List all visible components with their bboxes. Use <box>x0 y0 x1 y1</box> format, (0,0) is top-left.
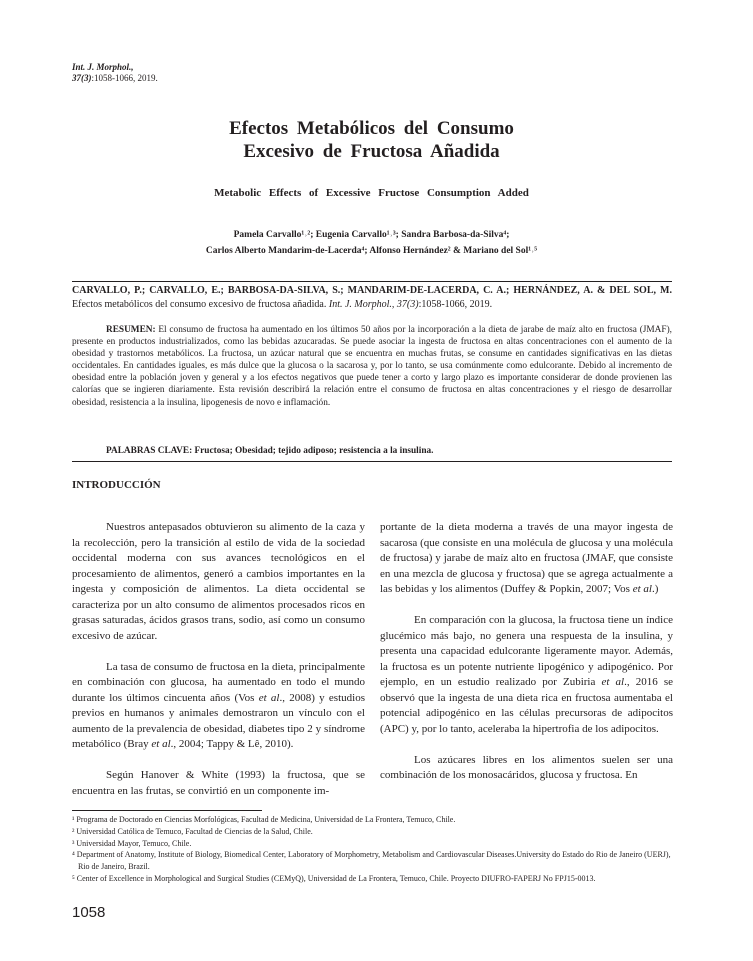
divider-top <box>72 281 672 282</box>
text-run-italic: et al <box>151 738 171 750</box>
text-run: ., 2004; Tappy & Lê, 2010). <box>170 738 294 750</box>
journal-pages: :1058-1066, 2019. <box>91 73 158 83</box>
paper-title <box>0 117 743 163</box>
footnotes <box>72 814 672 885</box>
abstract-text: El consumo de fructosa ha aumentado en los últimos 50 años por la incorporación a la dieta de jarabe de maíz alto en fructosa (JMAF), presente en productos industrializados, como las bebidas azucaradas. Se puede asociar la ingesta de fructosa en altas concentraciones con el aumento de la obesidad y trastornos metabólicos. La fructosa, un azúcar natural que se encuentra en muchas frutas, se consume en cantidades significativas en las dietas occidentales. En cantidades iguales, es más dulce que la glucosa o la sacarosa y, por lo tanto, se usa comúnmente como edulcorante. Debido al incremento de obesidad entre la población joven y general y a los efectos negativos que puede tener a corto y largo plazo es importante considerar de donde provienen las calorías que se ingieren diariamente. Esta revisión describirá la relación entre el consumo de fructosa en altas concentraciones y el riesgo de desarrollar obesidad, resistencia a la insulina, lipogenesis de novo e inflamación. <box>72 325 672 408</box>
author-list <box>0 227 743 259</box>
footnote: ² Universidad Católica de Temuco, Facultad de Ciencias de la Salud, Chile. <box>72 826 313 836</box>
paragraph <box>380 613 673 737</box>
citation-journal: Int. J. Morphol., 37(3) <box>328 299 419 310</box>
authors-line-2: Carlos Alberto Mandarim-de-Lacerda⁴; Alfonso Hernández² & Mariano del Sol¹˒⁵ <box>205 246 538 256</box>
footnote: ⁴ Department of Anatomy, Institute of Biology, Biomedical Center, Laboratory of Morphometry, Metabolism and Cardiovascular Diseases.University do Estado do Rio de Janeiro (UERJ), Rio de Janeiro, Brazil. <box>72 850 671 872</box>
paragraph: Según Hanover & White (1993) la fructosa, que se encuentra en las frutas, se convirtió en un componente im- <box>72 769 365 797</box>
citation-pages: :1058-1066, 2019. <box>418 299 493 310</box>
text-run: La tasa de consumo de fructosa en la dieta, principalmente en combinación con glucosa, ha aumentado en todo el mundo durante los últimos cincuenta años (Vos <box>72 660 365 704</box>
journal-name: Int. J. Morphol., <box>72 62 134 72</box>
footnote: ³ Universidad Mayor, Temuco, Chile. <box>72 838 192 848</box>
abstract-label: RESUMEN: <box>106 325 156 335</box>
keywords: PALABRAS CLAVE: Fructosa; Obesidad; tejido adiposo; resistencia a la insulina. <box>106 446 434 456</box>
page-number: 1058 <box>72 904 106 921</box>
title-line-2: Excesivo de Fructosa Añadida <box>243 141 500 162</box>
paragraph: Los azúcares libres en los alimentos suelen ser una combinación de los monosacáridos, glucosa y fructosa. En <box>380 753 673 781</box>
journal-volume: 37(3) <box>72 73 92 83</box>
footnote: ⁵ Center of Excellence in Morphological and Surgical Studies (CEMyQ), Universidad de La Frontera, Temuco, Chile. Proyecto DIUFRO-FAPERJ No FPJ15-0013. <box>72 873 596 883</box>
section-heading: INTRODUCCIÓN <box>72 479 161 491</box>
citation-block <box>72 284 672 312</box>
text-run: .) <box>651 583 659 595</box>
journal-reference <box>72 62 158 84</box>
text-run-italic: et al <box>632 583 652 595</box>
text-run: ., 2016 se observó que la ingesta de una dieta rica en fructosa aumentaba el potencial adipogénico en las células precursoras de adipocitos (APC) y, por lo tanto, aceleraba la hipertrofia de los adipocitos. <box>380 676 673 735</box>
title-line-1: Efectos Metabólicos del Consumo <box>229 118 514 139</box>
text-run: En comparación con la glucosa, la fructosa tiene un índice glucémico más bajo, no genera una respuesta de la insulina, y presenta una capacidad edulcorante ligeramente mayor. Además, la fructosa es un potente nutriente lipogénico y adipogénico. Por ejemplo, en un estudio realizado por Zubiria <box>380 614 673 688</box>
abstract <box>72 324 672 409</box>
footnote: ¹ Programa de Doctorado en Ciencias Morfológicas, Facultad de Medicina, Universidad de La Frontera, Temuco, Chile. <box>72 815 456 824</box>
paragraph <box>380 520 673 598</box>
text-run: ., 2008) y estudios previos en humanos y animales demostraron un vínculo con el aumento de la prevalencia de obesidad, diabetes tipo 2 y síndrome metabólico (Bray <box>72 691 365 750</box>
citation-authors: CARVALLO, P.; CARVALLO, E.; BARBOSA-DA-SILVA, S.; MANDARIM-DE-LACERDA, C. A.; HERNÁNDEZ, A. & DEL SOL, M. <box>72 285 672 296</box>
text-run-italic: et al <box>601 676 625 688</box>
citation-text: Efectos metabólicos del consumo excesivo de fructosa añadida. <box>72 299 329 310</box>
paragraph <box>72 660 365 753</box>
footnote-divider <box>72 810 262 811</box>
left-column <box>72 520 365 799</box>
paragraph: Nuestros antepasados obtuvieron su alimento de la caza y la recolección, pero la transición al estilo de vida de la sociedad occidental moderna con sus avances tecnológicos en el procesamiento de alimentos, generó a cambios importantes en la ingesta y composición de alimentos. La dieta occidental se caracteriza por un alto consumo de alimentos procesados ricos en grasas saturadas, ácidos grasos trans, sodio, así como un consumo excesivo de azúcar. <box>72 521 365 642</box>
text-run: portante de la dieta moderna a través de una mayor ingesta de sacarosa (que consiste en una molécula de glucosa y una molécula de fructosa) y jarabe de maíz alto en fructosa (JMAF, que consiste en una mezcla de glucosa y fructosa) que se agrega actualmente a las bebidas y los alimentos (Duffey & Popkin, 2007; Vos <box>380 521 673 595</box>
text-run-italic: et al <box>258 691 280 704</box>
right-column <box>380 520 673 784</box>
divider-keywords <box>72 461 672 462</box>
paper-title-english: Metabolic Effects of Excessive Fructose Consumption Added <box>214 187 529 199</box>
authors-line-1: Pamela Carvallo¹˒²; Eugenia Carvallo¹˒³; Sandra Barbosa-da-Silva⁴; <box>233 230 510 240</box>
